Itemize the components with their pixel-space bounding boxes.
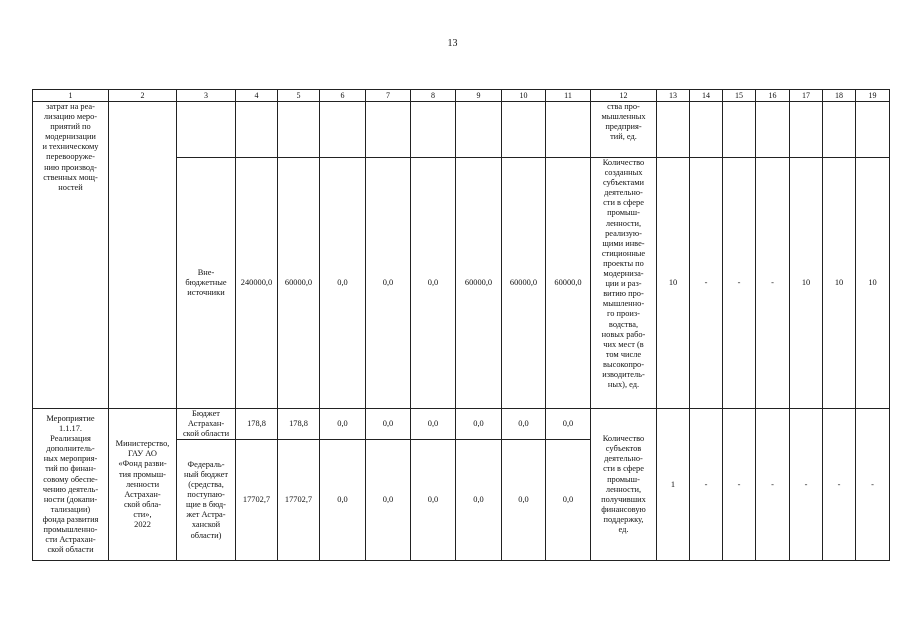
value-cell: 10	[856, 158, 890, 409]
source-cell: Бюджет Астрахан- ской области	[177, 409, 236, 440]
table-cell	[456, 102, 502, 158]
table-row	[33, 409, 890, 440]
header-cell: 9	[456, 90, 502, 102]
page-number: 13	[447, 38, 458, 49]
table-cell	[723, 102, 756, 158]
value-cell: 0,0	[502, 409, 546, 440]
value-cell: 178,8	[278, 409, 320, 440]
header-cell: 12	[591, 90, 657, 102]
value-cell: -	[690, 158, 723, 409]
table-cell	[546, 102, 591, 158]
header-cell: 15	[723, 90, 756, 102]
table-cell	[756, 102, 790, 158]
header-cell: 1	[33, 90, 109, 102]
executor-cell	[109, 102, 177, 409]
value-cell: 10	[790, 158, 823, 409]
source-cell: Федераль- ный бюджет (средства, поступаю- щие в бюд- жет Астра- ханской области)	[177, 440, 236, 561]
table-cell	[856, 102, 890, 158]
header-cell: 8	[411, 90, 456, 102]
measure-cell: затрат на реа- лизацию меро- приятий по модернизации и техническому перевооруже- нию производ- ственных мощ- ностей	[33, 102, 109, 409]
value-cell: -	[790, 409, 823, 561]
table-row	[33, 102, 890, 158]
indicator-cell: Количество созданных субъектами деятельно- сти в сфере промыш- ленности, реализую- щими инве- стиционные проекты по модерниза- ции и раз- витию про- мышленно- го произ- водства, новых рабо- чих мест (в том числе высокопро- изводитель- ных), ед.	[591, 158, 657, 409]
value-cell: -	[723, 158, 756, 409]
value-cell: 0,0	[456, 409, 502, 440]
table-cell	[790, 102, 823, 158]
header-cell: 19	[856, 90, 890, 102]
budget-table	[32, 89, 890, 561]
value-cell: 60000,0	[456, 158, 502, 409]
table-cell	[320, 102, 366, 158]
header-cell: 13	[657, 90, 690, 102]
value-cell: 17702,7	[278, 440, 320, 561]
value-cell: 60000,0	[502, 158, 546, 409]
value-cell: -	[723, 409, 756, 561]
table-cell	[411, 102, 456, 158]
table-cell	[502, 102, 546, 158]
value-cell: -	[690, 409, 723, 561]
table-cell	[657, 102, 690, 158]
value-cell: 0,0	[411, 409, 456, 440]
value-cell: 0,0	[546, 440, 591, 561]
header-row	[33, 90, 890, 102]
value-cell: 0,0	[366, 440, 411, 561]
measure-cell: Мероприятие 1.1.17. Реализация дополнитель- ных мероприя- тий по финан- совому обеспе- чению деятель- ности (докапи- тализации) фонда развития промышленно- сти Астрахан- ской области	[33, 409, 109, 561]
value-cell: 0,0	[502, 440, 546, 561]
header-cell: 3	[177, 90, 236, 102]
value-cell: 10	[657, 158, 690, 409]
value-cell: 0,0	[320, 409, 366, 440]
value-cell: -	[756, 409, 790, 561]
value-cell: -	[756, 158, 790, 409]
table-cell	[236, 102, 278, 158]
value-cell: -	[856, 409, 890, 561]
header-cell: 6	[320, 90, 366, 102]
value-cell: 0,0	[320, 440, 366, 561]
source-cell: Вне- бюджетные источники	[177, 158, 236, 409]
executor-cell: Министерство, ГАУ АО «Фонд разви- тия промыш- ленности Астрахан- ской обла- сти», 2022	[109, 409, 177, 561]
value-cell: -	[823, 409, 856, 561]
value-cell: 60000,0	[278, 158, 320, 409]
value-cell: 0,0	[456, 440, 502, 561]
table-cell	[690, 102, 723, 158]
value-cell: 0,0	[411, 158, 456, 409]
indicator-cell: Количество субъектов деятельно- сти в сфере промыш- ленности, получивших финансовую поддержку, ед.	[591, 409, 657, 561]
value-cell: 0,0	[320, 158, 366, 409]
value-cell: 17702,7	[236, 440, 278, 561]
table-cell	[177, 102, 236, 158]
value-cell: 60000,0	[546, 158, 591, 409]
table-cell	[823, 102, 856, 158]
header-cell: 10	[502, 90, 546, 102]
value-cell: 1	[657, 409, 690, 561]
header-cell: 2	[109, 90, 177, 102]
header-cell: 11	[546, 90, 591, 102]
header-cell: 14	[690, 90, 723, 102]
value-cell: 10	[823, 158, 856, 409]
value-cell: 0,0	[546, 409, 591, 440]
header-cell: 18	[823, 90, 856, 102]
value-cell: 0,0	[366, 158, 411, 409]
header-cell: 16	[756, 90, 790, 102]
value-cell: 240000,0	[236, 158, 278, 409]
table-cell	[278, 102, 320, 158]
table-cell	[366, 102, 411, 158]
value-cell: 178,8	[236, 409, 278, 440]
header-cell: 5	[278, 90, 320, 102]
header-cell: 17	[790, 90, 823, 102]
header-cell: 4	[236, 90, 278, 102]
indicator-cell: ства про- мышленных предприя- тий, ед.	[591, 102, 657, 158]
header-cell: 7	[366, 90, 411, 102]
value-cell: 0,0	[411, 440, 456, 561]
value-cell: 0,0	[366, 409, 411, 440]
